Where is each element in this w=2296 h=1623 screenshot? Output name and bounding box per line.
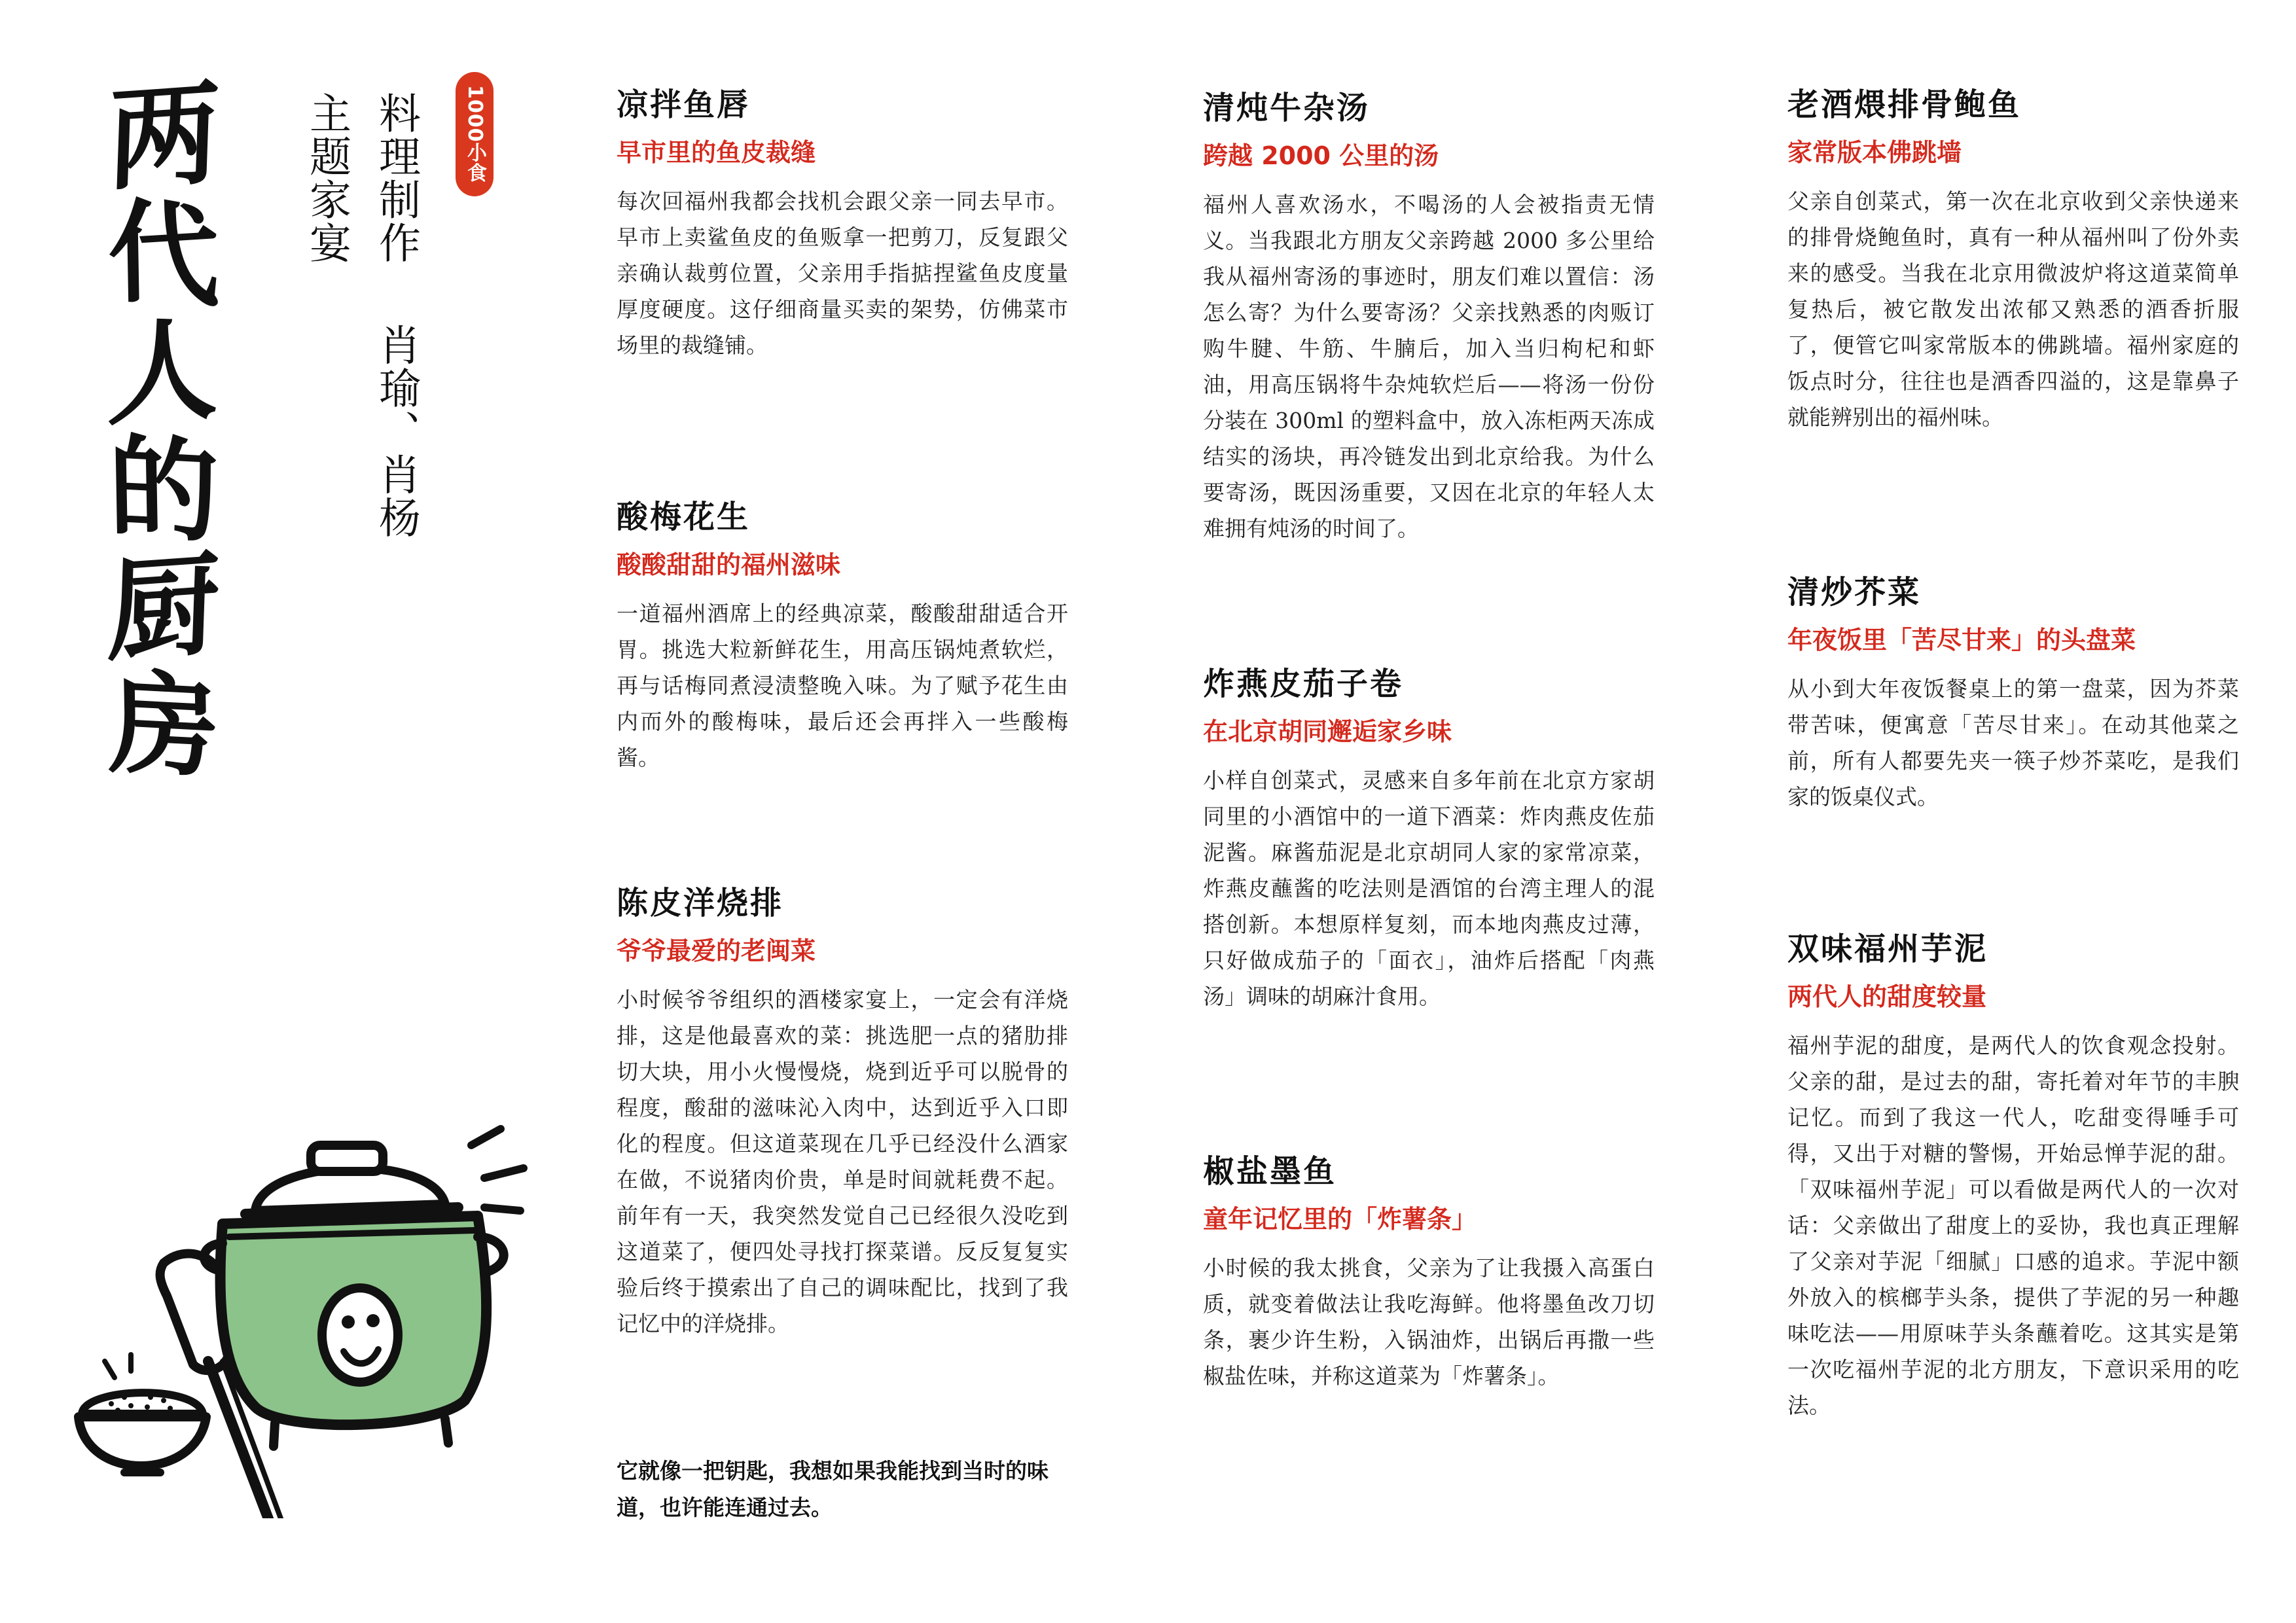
dish-card: [1203, 88, 1655, 546]
dish-name: 清炒芥菜: [1787, 574, 1922, 611]
title-char: 人: [105, 304, 222, 442]
dish-description: 父亲自创菜式，第一次在北京收到父亲快递来的排骨烧鲍鱼时，真有一种从福州叫了份外卖来的感受。当我在北京用微波炉将这道菜简单复热后，被它散发出浓郁又熟悉的酒香折服了，便管它叫家常版本的佛跳墙。福州家庭的饭点时分，往往也是酒香四溢的，这是靠鼻子就能辨别出的福州味。: [1787, 188, 2239, 430]
dish-card: [1787, 85, 2239, 435]
dish-name: 酸梅花生: [617, 499, 751, 535]
kitchen-illustration: [65, 1047, 563, 1518]
dish-subtitle: 家常版本佛跳墙: [1787, 138, 1962, 167]
theme-subtitle: 主题家宴: [302, 92, 351, 264]
dish-description: 小时候爷爷组织的酒楼家宴上，一定会有洋烧排，这是他最喜欢的菜：挑选肥一点的猪肋排切大块，用小火慢慢烧，烧到近乎可以脱骨的程度，酸甜的滋味沁入肉中，达到近乎入口即化的程度。但这道菜现在几乎已经没什么酒家在做，不说猪肉价贵，单是时间就耗费不起。前年有一天，我突然发觉自己已经很久没吃到这道菜了，便四处寻找打探菜谱。反反复复实验后终于摸索出了自己的调味配比，找到了我记忆中的洋烧排。: [617, 987, 1068, 1336]
dish-description: 福州人喜欢汤水，不喝汤的人会被指责无情义。当我跟北方朋友父亲跨越 2000 多公里给我从福州寄汤的事迹时，朋友们难以置信：汤怎么寄？为什么要寄汤？父亲找熟悉的肉贩订购牛腱、牛筋、牛腩后，加入当归枸杞和虾油，用高压锅将牛杂炖软烂后——将汤一份份分装在 300ml 的塑料盒中，放入冻柜两天冻成结实的汤块，再冷链发出到北京给我。为什么要寄汤，既因汤重要，又因在北京的年轻人太难拥有炖汤的时间了。: [1203, 192, 1655, 541]
dish-subtitle: 爷爷最爱的老闽菜: [617, 936, 816, 965]
dish-subtitle: 早市里的鱼皮裁缝: [617, 138, 816, 167]
dish-subtitle: 童年记忆里的「炸薯条」: [1203, 1205, 1477, 1234]
dish-card: [1787, 573, 2239, 815]
dish-subtitle: 酸酸甜甜的福州滋味: [617, 550, 841, 579]
credit-label: 料理制作: [372, 92, 420, 264]
main-title: [98, 68, 229, 794]
dish-name: 双味福州芋泥: [1787, 931, 1988, 967]
title-char: 代: [107, 187, 221, 323]
dish-card: [617, 883, 1068, 1342]
closing-quote: 它就像一把钥匙，我想如果我能找到当时的味道，也许能连通过去。: [617, 1458, 1049, 1520]
credit-names: 肖瑜、肖杨: [372, 323, 420, 539]
dish-card: [1203, 1152, 1655, 1394]
title-char: 两: [105, 68, 222, 207]
rice-bowl-icon: [79, 1355, 206, 1472]
credit: [372, 92, 420, 539]
rice-cooker-icon: [204, 1129, 524, 1446]
dish-description: 小时候的我太挑食，父亲为了让我摄入高蛋白质，就变着做法让我吃海鲜。他将墨鱼改刀切条，裹少许生粉，入锅油炸，出锅后再撒一些椒盐佐味，并称这道菜为「炸薯条」。: [1203, 1255, 1655, 1389]
dish-name: 清炖牛杂汤: [1203, 90, 1371, 126]
dish-description: 小样自创菜式，灵感来自多年前在北京方家胡同里的小酒馆中的一道下酒菜：炸肉燕皮佐茄泥酱。麻酱茄泥是北京胡同人家的家常凉菜，炸燕皮蘸酱的吃法则是酒馆的台湾主理人的混搭创新。本想原样复刻，而本地肉燕皮过薄，只好做成茄子的「面衣」，油炸后搭配「肉燕汤」调味的胡麻汁食用。: [1203, 768, 1655, 1009]
title-char: 厨: [105, 539, 222, 678]
dish-name: 椒盐墨鱼: [1203, 1153, 1337, 1190]
dish-subtitle: 在北京胡同邂逅家乡味: [1203, 717, 1452, 746]
dish-subtitle: 两代人的甜度较量: [1787, 982, 1987, 1011]
title-char: 房: [107, 658, 221, 794]
dish-name: 陈皮洋烧排: [617, 885, 784, 921]
dish-description: 一道福州酒席上的经典凉菜，酸酸甜甜适合开胃。挑选大粒新鲜花生，用高压锅炖煮软烂，再与话梅同煮浸渍整晚入味。为了赋予花生由内而外的酸梅味，最后还会再拌入一些酸梅酱。: [617, 601, 1068, 770]
dish-card: [617, 85, 1068, 363]
dish-subtitle: 年夜饭里「苦尽甘来」的头盘菜: [1787, 626, 2136, 654]
dish-card: [617, 497, 1068, 776]
dish-description: 从小到大年夜饭餐桌上的第一盘菜，因为芥菜带苦味，便寓意「苦尽甘来」。在动其他菜之前，所有人都要先夹一筷子炒芥菜吃，是我们家的饭桌仪式。: [1787, 676, 2239, 810]
dish-name: 炸燕皮茄子卷: [1203, 666, 1404, 702]
dish-description: 每次回福州我都会找机会跟父亲一同去早市。早市上卖鲨鱼皮的鱼贩拿一把剪刀，反复跟父亲确认裁剪位置，父亲用手指掂捏鲨鱼皮度量厚度硬度。这仔细商量买卖的架势，仿佛菜市场里的裁缝铺。: [617, 188, 1068, 358]
badge-stamp: 1000小食: [456, 72, 493, 196]
dish-name: 老酒煨排骨鲍鱼: [1787, 86, 2022, 123]
title-char: 的: [107, 423, 221, 559]
dish-description: 福州芋泥的甜度，是两代人的饮食观念投射。父亲的甜，是过去的甜，寄托着对年节的丰腴记忆。而到了我这一代人，吃甜变得唾手可得，又出于对糖的警惕，开始忌惮芋泥的甜。「双味福州芋泥」可以看做是两代人的一次对话：父亲做出了甜度上的妥协，我也真正理解了父亲对芋泥「细腻」口感的追求。芋泥中额外放入的槟榔芋头条，提供了芋泥的另一种趣味吃法——用原味芋头条蘸着吃。这其实是第一次吃福州芋泥的北方朋友，下意识采用的吃法。: [1787, 1033, 2239, 1418]
dish-card: [1787, 929, 2239, 1423]
dish-name: 凉拌鱼唇: [617, 86, 751, 123]
dish-card: [1203, 664, 1655, 1014]
dish-subtitle: 跨越 2000 公里的汤: [1203, 141, 1439, 170]
